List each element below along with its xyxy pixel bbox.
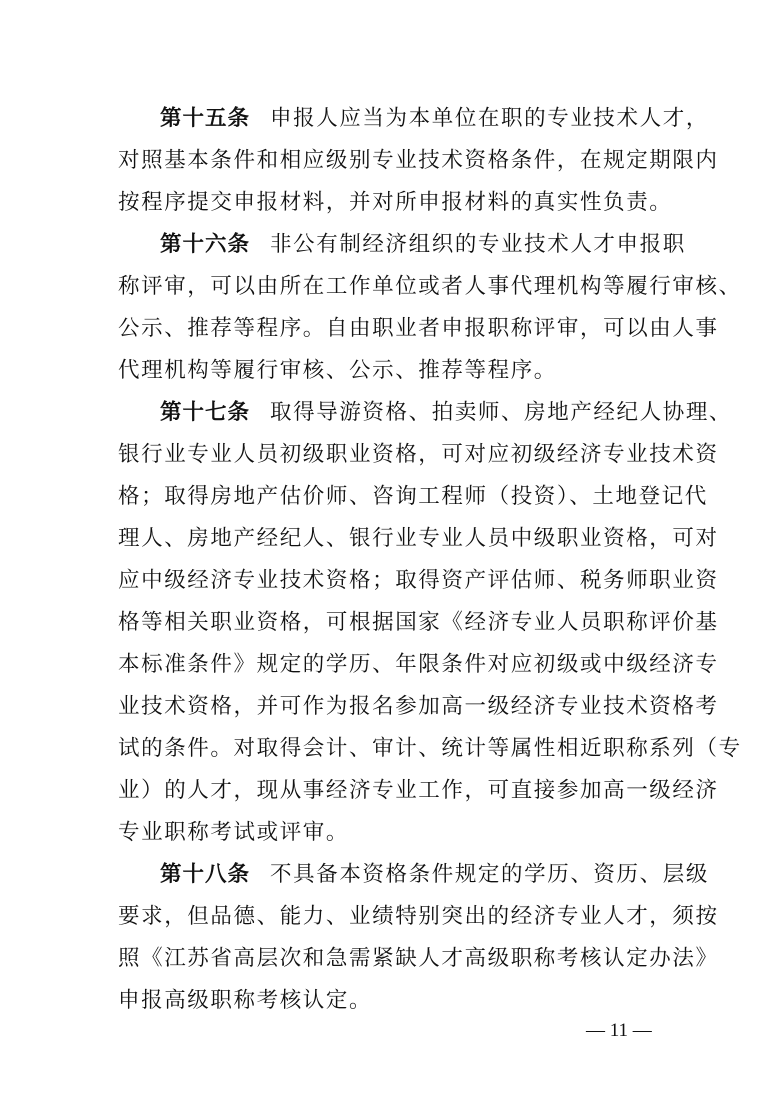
article-17-line: 格等相关职业资格，可根据国家《经济专业人员职称评价基 [118,610,719,635]
article-17-line: 本标准条件》规定的学历、年限条件对应初级或中级经济专 [118,652,719,677]
article-18-line: 要求，但品德、能力、业绩特别突出的经济专业人才，须按 [118,904,719,929]
article-17-text: 取得导游资格、拍卖师、房地产经纪人协理、 [270,400,733,425]
article-17-heading: 第十七条 [160,400,251,425]
article-15-heading: 第十五条 [160,106,251,131]
article-16-line: 代理机构等履行审核、公示、推荐等程序。 [118,358,557,383]
article-17-first-line [160,398,732,428]
article-17-line: 应中级经济专业技术资格；取得资产评估师、税务师职业资 [118,568,719,593]
article-16-line: 公示、推荐等程序。自由职业者申报职称评审，可以由人事 [118,316,719,341]
article-15-text: 申报人应当为本单位在职的专业技术人才， [270,106,709,131]
article-15-line: 按程序提交申报材料，并对所申报材料的真实性负责。 [118,190,673,215]
article-17-line: 专业职称考试或评审。 [118,820,350,845]
article-15-first-line [160,104,709,134]
article-16-line: 称评审，可以由所在工作单位或者人事代理机构等履行审核、 [118,274,742,299]
article-18-first-line [160,860,709,890]
article-18-line: 照《江苏省高层次和急需紧缺人才高级职称考核认定办法》 [118,946,719,971]
article-15-line: 对照基本条件和相应级别专业技术资格条件，在规定期限内 [118,148,719,173]
article-17-line: 业技术资格，并可作为报名参加高一级经济专业技术资格考 [118,694,719,719]
article-17-line: 银行业专业人员初级职业资格，可对应初级经济专业技术资 [118,442,719,467]
article-16-heading: 第十六条 [160,232,251,257]
article-16-first-line [160,230,686,260]
article-18-heading: 第十八条 [160,862,251,887]
article-18-text: 不具备本资格条件规定的学历、资历、层级 [270,862,709,887]
article-17-line: 格；取得房地产估价师、咨询工程师（投资）、土地登记代 [118,484,708,509]
page-number: — 11 — [586,1020,652,1041]
article-16-text: 非公有制经济组织的专业技术人才申报职 [270,232,686,257]
article-17-line: 试的条件。对取得会计、审计、统计等属性相近职称系列（专 [118,736,742,761]
article-17-line: 业）的人才，现从事经济专业工作，可直接参加高一级经济 [118,778,719,803]
article-17-line: 理人、房地产经纪人、银行业专业人员中级职业资格，可对 [118,526,719,551]
article-18-line: 申报高级职称考核认定。 [118,988,373,1013]
